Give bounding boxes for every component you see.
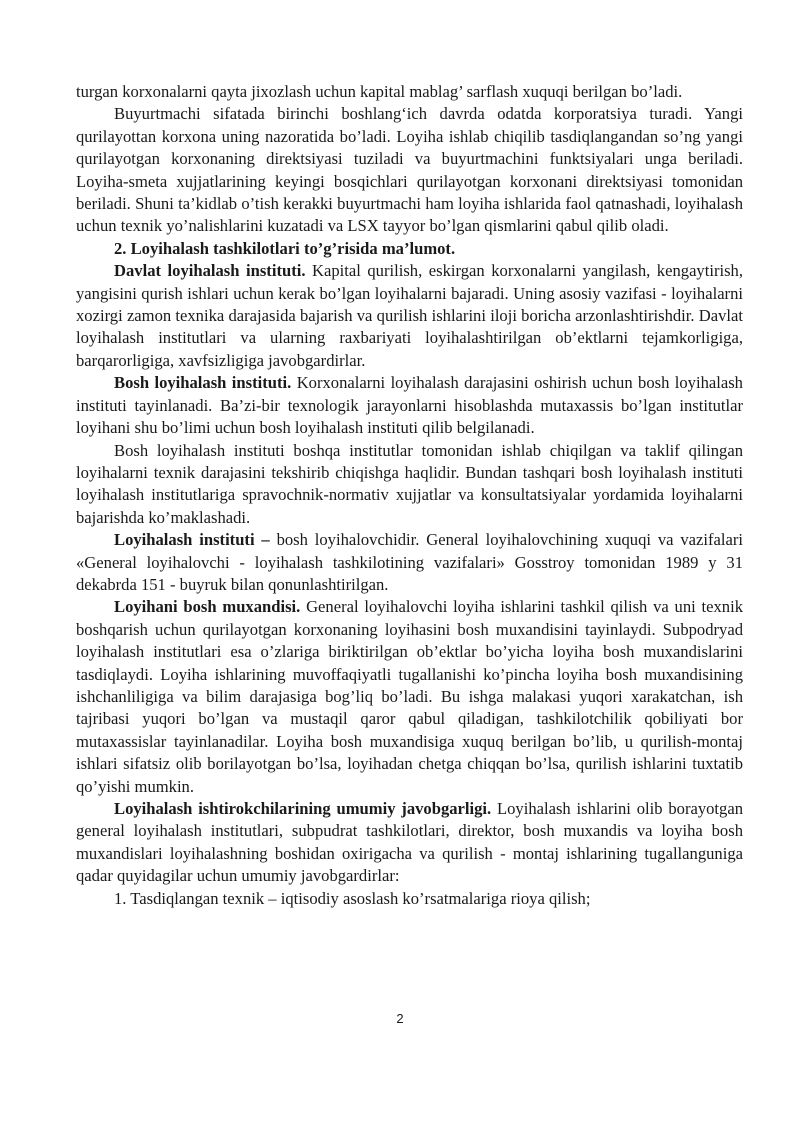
- paragraph-lead: Davlat loyihalash instituti.: [114, 261, 306, 281]
- paragraph-main-institute: Bosh loyihalash instituti. Korxonalarni loyihalash darajasini oshirish uchun bosh loyihalash instituti tayinlanadi. Ba’zi-bir texnologik jarayonlarni hisoblashda mutaxassis bo’lgan institutlar loyihani shu bo’limi uchun bosh loyihalash instituti qilib belgilanadi.: [76, 373, 743, 438]
- paragraph-lead: Loyihalash ishtirokchilarining umumiy javobgarligi.: [114, 799, 492, 818]
- paragraph-design-institute: Loyihalash instituti – bosh loyihalovchidir. General loyihalovchining xuquqi va vazifalari «General loyihalovchi - loyihalash tashkilotining vazifalari» Gosstroy tomonidan 1989 y 31 dekabrda 151 - buyruk bilan qonunlashtirilgan.: [76, 530, 743, 594]
- paragraph-lead: Bosh loyihalash instituti.: [114, 373, 292, 393]
- paragraph-lead: Loyihani bosh muxandisi.: [114, 597, 301, 617]
- paragraph-state-institute: Davlat loyihalash instituti. Kapital qurilish, eskirgan korxonalarni yangilash, kengaytirish, yangisini qurish ishlari uchun kerak bo’lgan loyihalarni bajaradi. Uning asosiy vazifasi - loyihalarni xozirgi zamon texnika darajasida bajarish va qurilish ishlarini iloji boricha arzonlashtirishdir. Davlat loyihalash institutlari va ularning raxbariyati loyihalashtirilgan ob’ektlarni tejamkorligiga, barqarorligiga, xavfsizligiga javobgardirlar.: [76, 261, 743, 370]
- paragraph-main-institute-rights: Bosh loyihalash instituti boshqa institutlar tomonidan ishlab chiqilgan va taklif qilingan loyihalarni texnik darajasini tekshirib chiqishga haqlidir. Bundan tashqari bosh loyihalash instituti loyihalash institutlariga spravochnik-normativ xujjatlar va konsultatsiyalar yordamida loyihalarni bajarishda ko’maklashadi.: [76, 440, 743, 527]
- paragraph-continuation: turgan korxonalarni qayta jixozlash uchun kapital mablag’ sarflash xuquqi berilgan bo’ladi.: [76, 82, 683, 101]
- page-number: 2: [396, 1011, 404, 1026]
- paragraph-customer: Buyurtmachi sifatada birinchi boshlang‘ich davrda odatda korporatsiya turadi. Yangi qurilayottan korxona uning nazoratida bo’ladi. Loyiha ishlab chiqilib tasdiqlangandan so’ng yangi qurilayotgan korxonaning direktsiyasi tuziladi va buyurtmachini funktsiyalari unga beriladi. Loyiha-smeta xujjatlarining keyingi bosqichlari qurilayotgan korxonani direktsiyasi tomonidan beriladi. Shuni ta’kidlab o’tish kerakki buyurtmachi ham loyiha ishlarida faol qatnashadi, loyihalash uchun texnik yo’nalishlarini kuzatadi va LSX tayyor bo’lgan qismlarini qabul qilib oladi.: [76, 104, 743, 236]
- document-page: [76, 81, 743, 910]
- paragraph-lead: Loyihalash instituti –: [114, 530, 270, 550]
- paragraph-responsibility: Loyihalash ishtirokchilarining umumiy javobgarligi. Loyihalash ishlarini olib borayotgan general loyihalash institutlari, subpudrat tashkilotlari, direktor, bosh muxandis va loyiha bosh muxandislari loyihalashning boshidan oxirigacha va qurilish - montaj ishlarining tugallanguniga qadar quyidagilar uchun umumiy javobgardirlar:: [76, 799, 744, 886]
- section-heading: 2. Loyihalash tashkilotlari to’g’risida ma’lumot.: [114, 238, 456, 258]
- paragraph-chief-engineer: Loyihani bosh muxandisi. General loyihalovchi loyiha ishlarini tashkil qilish va uni texnik boshqarish uchun qurilayotgan korxonaning loyihasini bosh muxandisini tayinlaydi. Subpodryad loyihalash institutlari esa o’zlariga biriktirilgan ob’ektlar bo’yicha loyiha bosh muxandislarini tasdiqlaydi. Loyiha ishlarining muvoffaqiyatli tugallanishi ko’pincha loyiha bosh muxandisining ishchanliligiga va bilim darajasiga bog’liq bo’ladi. Bu ishga malakasi yuqori xarakatchan, ish tajribasi yuqori bo’lgan va mustaqil qaror qabul qiladigan, tashkilotchilik qobiliyati bor mutaxassislar tayinlanadilar. Loyiha bosh muxandisiga xuquq berilgan bo’lib, u qurilish-montaj ishlari sifatsiz olib borilayotgan bo’lsa, loyihadan chetga chiqqan bo’lsa, qurilish ishlarini tuxtatib qo’yishi mumkin.: [76, 597, 743, 796]
- list-item: 1. Tasdiqlangan texnik – iqtisodiy asoslash ko’rsatmalariga rioya qilish;: [114, 888, 591, 908]
